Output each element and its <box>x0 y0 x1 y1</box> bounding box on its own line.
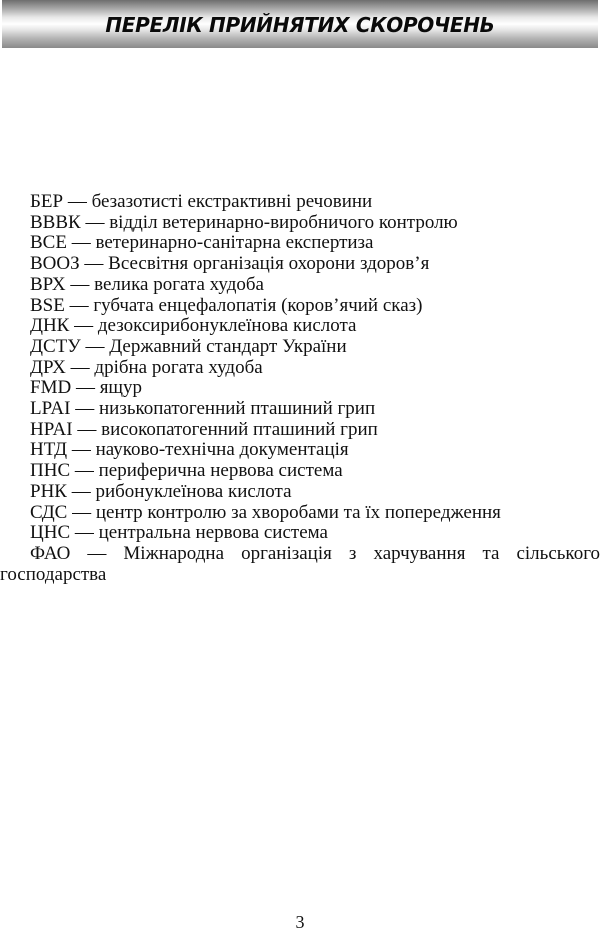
dash: — <box>85 335 105 357</box>
definition: Державний стандарт України <box>109 335 347 357</box>
definition: центральна нервова система <box>98 522 328 544</box>
list-item <box>0 337 600 358</box>
dash: — <box>84 253 104 275</box>
list-item <box>0 378 600 399</box>
list-item <box>0 254 600 275</box>
list-item <box>0 358 600 379</box>
abbreviation: ВВВК <box>30 211 81 233</box>
list-item <box>0 420 600 441</box>
abbreviation-list <box>0 192 600 585</box>
abbreviation: РНК <box>30 480 67 502</box>
dash: — <box>69 294 89 316</box>
dash: — <box>71 439 91 461</box>
abbreviation: ВРХ <box>30 273 66 295</box>
list-item <box>0 275 600 296</box>
abbreviation: ДНК <box>30 315 70 337</box>
dash: — <box>87 542 107 564</box>
abbreviation: ВСЕ <box>30 232 67 254</box>
dash: — <box>75 398 95 420</box>
definition: ветеринарно-санітарна експертиза <box>95 232 374 254</box>
list-item <box>0 233 600 254</box>
list-item <box>0 482 600 503</box>
dash: — <box>85 211 105 233</box>
definition: Всесвітня організація охорони здоров’я <box>108 253 430 275</box>
dash: — <box>75 377 95 399</box>
abbreviation: HPAI <box>30 418 73 440</box>
list-item <box>0 192 600 213</box>
abbreviation: БЕР <box>30 191 64 212</box>
dash: — <box>70 273 90 295</box>
dash: — <box>70 356 90 378</box>
definition: дезоксирибонуклеїнова кислота <box>97 315 357 337</box>
definition: відділ ветеринарно-виробничого контролю <box>109 211 458 233</box>
list-item <box>0 399 600 420</box>
header-bar <box>2 0 598 48</box>
definition: губчата енцефалопатія (коров’ячий сказ) <box>93 294 423 316</box>
definition: високопатогенний пташиний грип <box>101 418 378 440</box>
dash: — <box>74 522 94 544</box>
dash: — <box>74 460 94 482</box>
definition: велика рогата худоба <box>94 273 264 295</box>
page-title: ПЕРЕЛІК ПРИЙНЯТИХ СКОРОЧЕНЬ <box>105 13 495 37</box>
list-item <box>0 544 600 585</box>
abbreviation: ДСТУ <box>30 335 81 357</box>
dash: — <box>74 315 94 337</box>
definition: Міжнародна організація з харчування та сільського господарства <box>0 542 600 585</box>
list-item <box>0 440 600 461</box>
list-item <box>0 503 600 524</box>
list-item <box>0 461 600 482</box>
page-number: 3 <box>295 912 305 932</box>
abbreviation: ЦНС <box>30 522 71 544</box>
list-item <box>0 523 600 544</box>
abbreviation: СДС <box>30 501 68 523</box>
definition: дрібна рогата худоба <box>94 356 263 378</box>
definition: центр контролю за хворобами та їх попередження <box>95 501 501 523</box>
abbreviation: LPAI <box>30 398 71 420</box>
definition: периферична нервова система <box>98 460 343 482</box>
dash: — <box>71 232 91 254</box>
abbreviation: FMD <box>30 377 72 399</box>
list-item <box>0 213 600 234</box>
list-item <box>0 296 600 317</box>
dash: — <box>71 480 91 502</box>
definition: безазотисті екстрактивні речовини <box>91 191 373 212</box>
abbreviation: BSE <box>30 294 65 316</box>
dash: — <box>67 191 87 212</box>
dash: — <box>77 418 97 440</box>
abbreviation: ВООЗ <box>30 253 80 275</box>
definition: рибонуклеїнова кислота <box>95 480 292 502</box>
abbreviation: НТД <box>30 439 68 461</box>
abbreviation: ДРХ <box>30 356 66 378</box>
abbreviation: ПНС <box>30 460 71 482</box>
dash: — <box>72 501 92 523</box>
definition: науково-технічна документація <box>95 439 349 461</box>
definition: низькопатогенний пташиний грип <box>98 398 376 420</box>
abbreviation: ФАО <box>30 542 71 564</box>
definition: ящур <box>99 377 143 399</box>
list-item <box>0 316 600 337</box>
